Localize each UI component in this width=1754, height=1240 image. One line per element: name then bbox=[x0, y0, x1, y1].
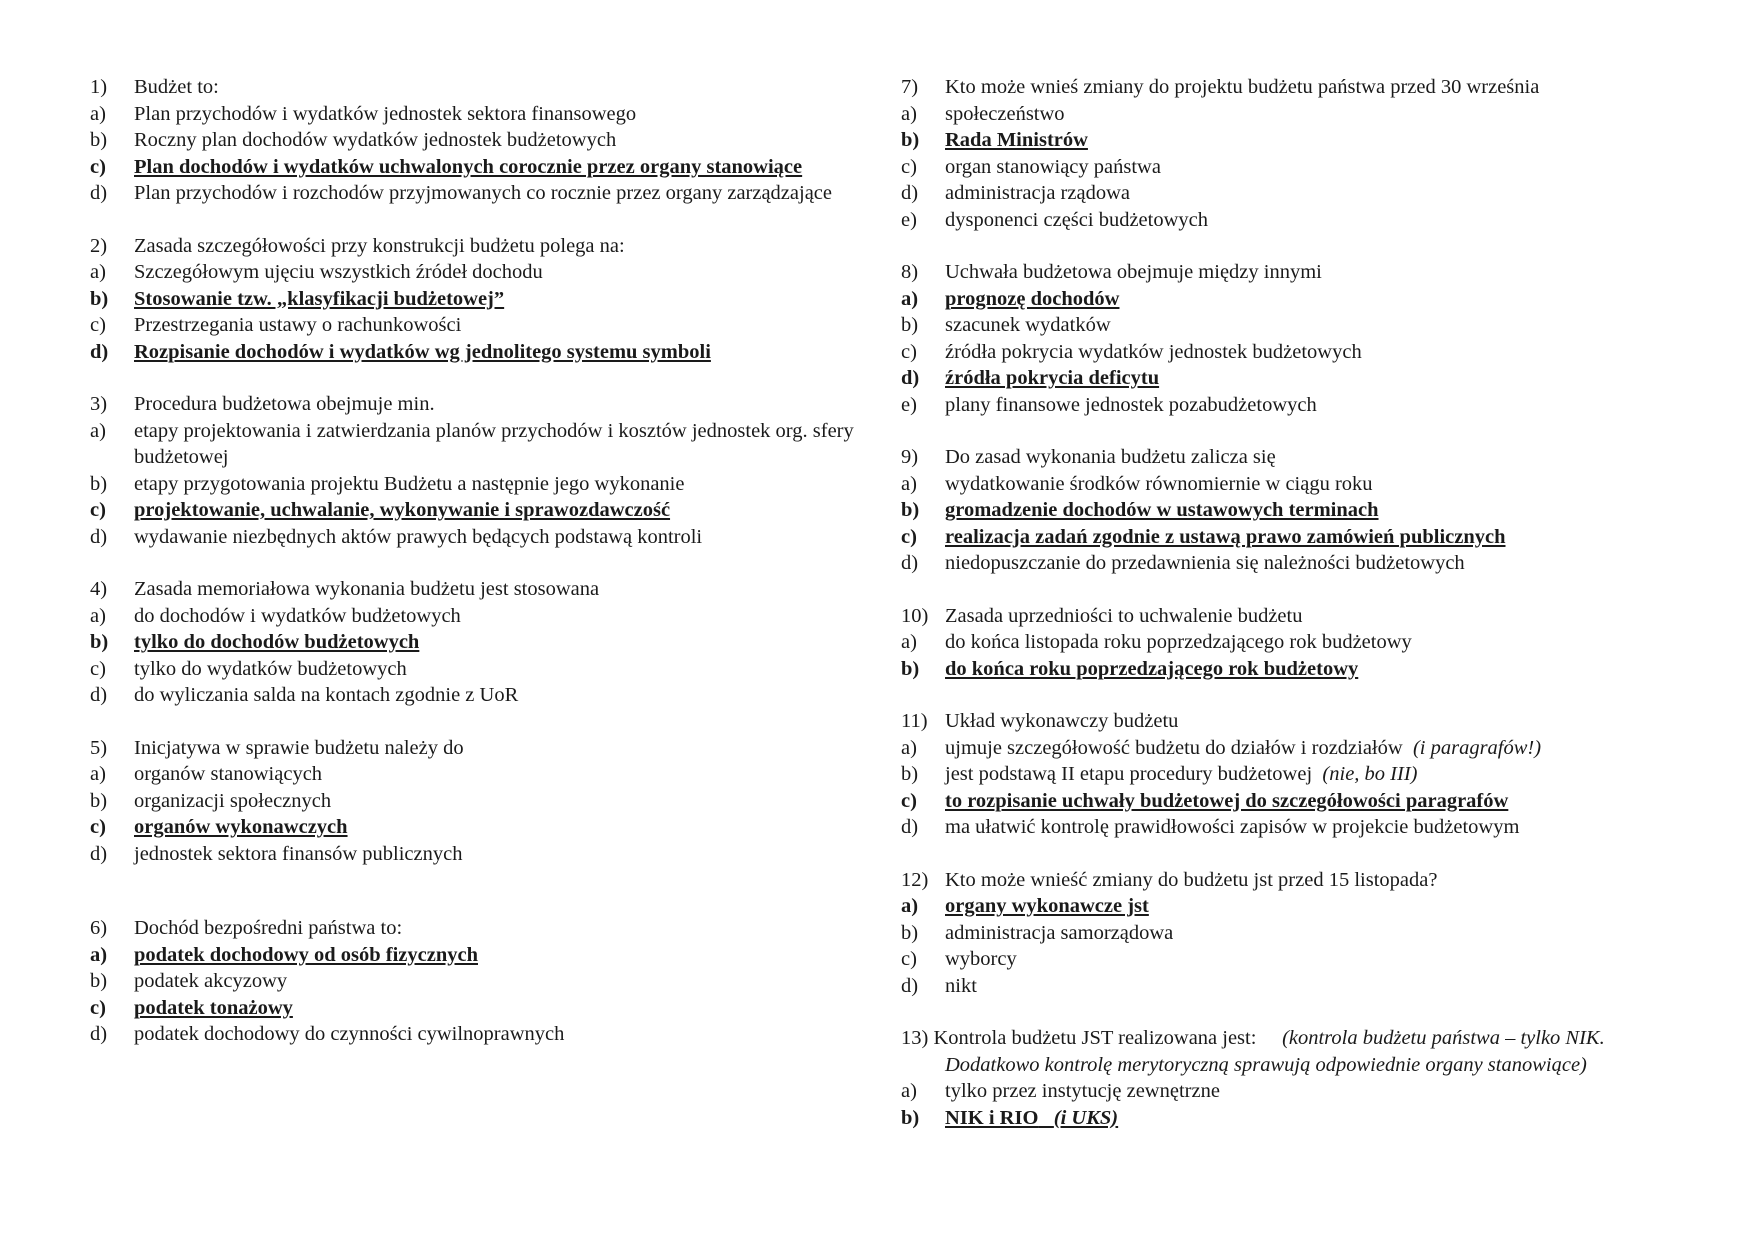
option-text: źródła pokrycia deficytu bbox=[945, 367, 1160, 389]
option-text: administracja samorządowa bbox=[945, 921, 1174, 944]
question-8 bbox=[901, 259, 1701, 418]
answer-option-correct bbox=[901, 127, 1701, 154]
option-marker: c) bbox=[90, 657, 106, 680]
answer-option-correct bbox=[90, 497, 870, 524]
question-number: 7) bbox=[901, 76, 919, 98]
question-number: 4) bbox=[90, 578, 108, 600]
question-number: 3) bbox=[90, 393, 108, 415]
option-marker: b) bbox=[90, 287, 109, 310]
option-marker: b) bbox=[901, 657, 920, 680]
answer-option bbox=[901, 101, 1701, 128]
question-11 bbox=[901, 708, 1701, 841]
option-marker: b) bbox=[90, 970, 108, 992]
answer-option bbox=[90, 1021, 870, 1048]
option-marker: a) bbox=[90, 419, 106, 442]
option-text: podatek akcyzowy bbox=[134, 970, 288, 992]
question-7 bbox=[901, 74, 1701, 233]
option-marker: d) bbox=[90, 340, 109, 363]
answer-option bbox=[90, 761, 870, 788]
option-marker: b) bbox=[90, 789, 108, 812]
option-marker: c) bbox=[90, 816, 106, 838]
answer-option-correct bbox=[90, 154, 870, 181]
question-text: Zasada szczegółowości przy konstrukcji budżetu polega na: bbox=[134, 234, 625, 257]
option-text: projektowanie, uchwalanie, wykonywanie i sprawozdawczość bbox=[134, 499, 671, 521]
answer-option bbox=[901, 920, 1701, 947]
answer-option bbox=[90, 968, 870, 995]
option-text: tylko przez instytucję zewnętrzne bbox=[945, 1080, 1220, 1102]
option-text: jest podstawą II etapu procedury budżetowej bbox=[945, 763, 1313, 785]
option-text: prognozę dochodów bbox=[945, 287, 1120, 310]
question-line bbox=[901, 74, 1701, 101]
right-column bbox=[901, 74, 1701, 1157]
option-text: ujmuje szczegółowość budżetu do działów i rozdziałów bbox=[945, 736, 1403, 759]
answer-option bbox=[90, 841, 870, 868]
question-line bbox=[901, 603, 1701, 630]
question-line bbox=[90, 576, 870, 603]
question-4 bbox=[90, 576, 870, 709]
question-number: 8) bbox=[901, 261, 919, 283]
option-text: Plan dochodów i wydatków uchwalonych corocznie przez organy stanowiące bbox=[134, 155, 803, 178]
option-marker: e) bbox=[901, 208, 917, 231]
option-text: podatek dochodowy od osób fizycznych bbox=[134, 943, 478, 966]
option-marker: a) bbox=[901, 736, 917, 759]
option-text: Szczegółowym ujęciu wszystkich źródeł dochodu bbox=[134, 261, 543, 283]
option-text: podatek tonażowy bbox=[134, 996, 293, 1019]
question-number: 5) bbox=[90, 736, 108, 759]
question-text: Zasada uprzedniości to uchwalenie budżetu bbox=[945, 604, 1303, 627]
option-marker: b) bbox=[901, 921, 919, 944]
option-text: NIK i RIO bbox=[945, 1106, 1039, 1129]
option-marker: a) bbox=[90, 763, 106, 785]
answer-option bbox=[901, 761, 1701, 788]
option-marker: d) bbox=[90, 684, 108, 706]
question-text: Inicjatywa w sprawie budżetu należy do bbox=[134, 736, 464, 759]
answer-option bbox=[90, 259, 870, 286]
option-text: Roczny plan dochodów wydatków jednostek budżetowych bbox=[134, 129, 617, 151]
option-marker: d) bbox=[901, 552, 919, 574]
option-marker: b) bbox=[901, 314, 919, 336]
answer-option bbox=[901, 339, 1701, 366]
option-marker: d) bbox=[90, 525, 108, 548]
answer-option-correct bbox=[90, 942, 870, 969]
option-marker: d) bbox=[901, 816, 919, 838]
question-number: 9) bbox=[901, 446, 919, 468]
option-marker: b) bbox=[90, 129, 108, 151]
option-text: Stosowanie tzw. „klasyfikacji budżetowej” bbox=[134, 287, 505, 310]
option-text: Rozpisanie dochodów i wydatków wg jednolitego systemu symboli bbox=[134, 340, 711, 363]
answer-option bbox=[901, 629, 1701, 656]
option-marker: c) bbox=[90, 996, 106, 1019]
option-text: niedopuszczanie do przedawnienia się należności budżetowych bbox=[945, 552, 1465, 574]
answer-option bbox=[90, 127, 870, 154]
question-line bbox=[90, 74, 870, 101]
option-text: gromadzenie dochodów w ustawowych terminach bbox=[945, 499, 1379, 521]
question-number: 12) bbox=[901, 868, 929, 891]
option-text: społeczeństwo bbox=[945, 102, 1065, 125]
answer-option bbox=[90, 603, 870, 630]
option-text: Plan przychodów i wydatków jednostek sektora finansowego bbox=[134, 102, 637, 125]
question-text: Układ wykonawczy budżetu bbox=[945, 710, 1179, 732]
question-note: Dodatkowo kontrolę merytoryczną sprawują odpowiednie organy stanowiące) bbox=[945, 1053, 1587, 1076]
option-marker: b) bbox=[901, 499, 920, 521]
answer-option-correct bbox=[901, 788, 1701, 815]
answer-option bbox=[90, 418, 870, 471]
option-marker: a) bbox=[901, 472, 917, 495]
answer-option bbox=[901, 735, 1701, 762]
question-line bbox=[90, 391, 870, 418]
answer-option bbox=[901, 154, 1701, 181]
option-marker: d) bbox=[90, 182, 108, 204]
option-marker: a) bbox=[90, 102, 106, 125]
option-marker: b) bbox=[901, 129, 920, 151]
answer-option-correct bbox=[901, 365, 1701, 392]
answer-option-correct bbox=[901, 656, 1701, 683]
question-text: Uchwała budżetowa obejmuje między innymi bbox=[945, 261, 1322, 283]
option-marker: b) bbox=[90, 472, 108, 495]
answer-option bbox=[90, 312, 870, 339]
option-marker: a) bbox=[901, 895, 919, 917]
option-text: to rozpisanie uchwały budżetowej do szczegółowości paragrafów bbox=[945, 789, 1509, 812]
option-text: wydawanie niezbędnych aktów prawych będących podstawą kontroli bbox=[134, 525, 703, 548]
answer-option-correct bbox=[90, 629, 870, 656]
option-marker: c) bbox=[90, 155, 106, 178]
option-text: jednostek sektora finansów publicznych bbox=[134, 842, 463, 865]
option-text: organów stanowiących bbox=[134, 763, 323, 785]
option-marker: a) bbox=[90, 604, 106, 627]
option-marker: a) bbox=[901, 631, 917, 653]
question-text: Kontrola budżetu JST realizowana jest: bbox=[933, 1027, 1257, 1049]
answer-option bbox=[901, 207, 1701, 234]
answer-option bbox=[90, 101, 870, 128]
answer-option-correct bbox=[90, 814, 870, 841]
option-text: dysponenci części budżetowych bbox=[945, 208, 1208, 231]
option-text: plany finansowe jednostek pozabudżetowych bbox=[945, 393, 1317, 416]
question-line bbox=[90, 915, 870, 942]
option-text: tylko do wydatków budżetowych bbox=[134, 657, 407, 680]
question-text: Zasada memoriałowa wykonania budżetu jest stosowana bbox=[134, 578, 600, 600]
answer-option bbox=[901, 973, 1701, 1000]
option-text: administracja rządowa bbox=[945, 182, 1130, 204]
answer-option-correct bbox=[90, 995, 870, 1022]
option-marker: d) bbox=[901, 974, 919, 997]
option-marker: c) bbox=[90, 314, 106, 336]
answer-option bbox=[90, 471, 870, 498]
answer-option-correct bbox=[901, 1105, 1701, 1132]
option-marker: b) bbox=[90, 631, 109, 653]
question-13 bbox=[901, 1025, 1701, 1131]
answer-option-correct bbox=[90, 286, 870, 313]
option-text: realizacja zadań zgodnie z ustawą prawo zamówień publicznych bbox=[945, 525, 1506, 548]
option-marker: d) bbox=[90, 1023, 108, 1045]
question-text: Kto może wnieść zmiany do budżetu jst przed 15 listopada? bbox=[945, 868, 1438, 891]
question-text: Dochód bezpośredni państwa to: bbox=[134, 917, 403, 939]
option-note: (nie, bo III) bbox=[1322, 763, 1418, 785]
option-text: nikt bbox=[945, 974, 977, 997]
question-5 bbox=[90, 735, 870, 868]
option-text: organów wykonawczych bbox=[134, 816, 348, 838]
answer-option bbox=[901, 1078, 1701, 1105]
option-text: organizacji społecznych bbox=[134, 789, 332, 812]
option-marker: c) bbox=[901, 340, 917, 363]
answer-option-correct bbox=[901, 286, 1701, 313]
option-text: Przestrzegania ustawy o rachunkowości bbox=[134, 314, 462, 336]
question-text: Budżet to: bbox=[134, 76, 219, 98]
question-10 bbox=[901, 603, 1701, 683]
answer-option-correct bbox=[901, 524, 1701, 551]
option-text: etapy przygotowania projektu Budżetu a następnie jego wykonanie bbox=[134, 472, 685, 495]
question-12 bbox=[901, 867, 1701, 1000]
option-marker: a) bbox=[901, 102, 917, 125]
question-text: Do zasad wykonania budżetu zalicza się bbox=[945, 446, 1276, 468]
option-marker: e) bbox=[901, 393, 917, 416]
option-text: podatek dochodowy do czynności cywilnoprawnych bbox=[134, 1023, 565, 1045]
option-marker: a) bbox=[90, 943, 108, 966]
answer-option bbox=[901, 946, 1701, 973]
answer-option bbox=[901, 550, 1701, 577]
option-marker: b) bbox=[901, 763, 919, 785]
question-line bbox=[901, 1025, 1701, 1052]
question-line bbox=[901, 708, 1701, 735]
option-marker: a) bbox=[901, 287, 919, 310]
answer-option bbox=[90, 524, 870, 551]
option-text: do końca listopada roku poprzedzającego rok budżetowy bbox=[945, 631, 1412, 653]
option-text: Rada Ministrów bbox=[945, 129, 1088, 151]
option-marker: a) bbox=[901, 1080, 917, 1102]
question-1 bbox=[90, 74, 870, 207]
answer-option-correct bbox=[90, 339, 870, 366]
answer-option bbox=[901, 471, 1701, 498]
option-marker: c) bbox=[901, 948, 917, 970]
option-text: wydatkowanie środków równomiernie w ciągu roku bbox=[945, 472, 1373, 495]
option-marker: c) bbox=[90, 499, 106, 521]
answer-option bbox=[90, 180, 870, 207]
answer-option bbox=[90, 656, 870, 683]
question-number: 10) bbox=[901, 604, 929, 627]
question-text: Procedura budżetowa obejmuje min. bbox=[134, 393, 435, 415]
option-marker: d) bbox=[901, 182, 919, 204]
question-note-line bbox=[901, 1052, 1701, 1079]
answer-option bbox=[901, 180, 1701, 207]
option-text: do dochodów i wydatków budżetowych bbox=[134, 604, 461, 627]
option-text: źródła pokrycia wydatków jednostek budżetowych bbox=[945, 340, 1362, 363]
question-number: 13) bbox=[901, 1027, 929, 1049]
question-line bbox=[901, 444, 1701, 471]
option-note: (i UKS) bbox=[1053, 1106, 1119, 1129]
option-text: wyborcy bbox=[945, 948, 1017, 970]
option-text: tylko do dochodów budżetowych bbox=[134, 631, 420, 653]
option-marker: d) bbox=[901, 367, 920, 389]
option-text: Plan przychodów i rozchodów przyjmowanych co rocznie przez organy zarządzające bbox=[134, 182, 833, 204]
option-text: do wyliczania salda na kontach zgodnie z UoR bbox=[134, 684, 519, 706]
answer-option-correct bbox=[901, 497, 1701, 524]
question-line bbox=[90, 735, 870, 762]
question-2 bbox=[90, 233, 870, 366]
option-text: etapy projektowania i zatwierdzania planów przychodów i kosztów jednostek org. sfery budżetowej bbox=[134, 419, 854, 468]
option-marker: c) bbox=[901, 155, 917, 178]
left-column bbox=[90, 74, 870, 1074]
question-3 bbox=[90, 391, 870, 550]
question-number: 6) bbox=[90, 917, 108, 939]
option-marker: d) bbox=[90, 842, 108, 865]
question-line bbox=[901, 259, 1701, 286]
answer-option bbox=[90, 788, 870, 815]
option-text: ma ułatwić kontrolę prawidłowości zapisów w projekcie budżetowym bbox=[945, 816, 1520, 838]
option-text: szacunek wydatków bbox=[945, 314, 1111, 336]
answer-option bbox=[90, 682, 870, 709]
question-9 bbox=[901, 444, 1701, 577]
option-marker: c) bbox=[901, 525, 917, 548]
answer-option-correct bbox=[901, 893, 1701, 920]
answer-option bbox=[901, 814, 1701, 841]
question-text: Kto może wnieś zmiany do projektu budżetu państwa przed 30 września bbox=[945, 76, 1540, 98]
option-text: organ stanowiący państwa bbox=[945, 155, 1161, 178]
option-note: (i paragrafów!) bbox=[1412, 736, 1542, 759]
answer-option bbox=[901, 312, 1701, 339]
question-note: (kontrola budżetu państwa – tylko NIK. bbox=[1282, 1027, 1605, 1049]
option-text: do końca roku poprzedzającego rok budżetowy bbox=[945, 657, 1359, 680]
answer-option bbox=[901, 392, 1701, 419]
question-number: 1) bbox=[90, 76, 108, 98]
question-number: 11) bbox=[901, 710, 928, 732]
question-line bbox=[90, 233, 870, 260]
question-line bbox=[901, 867, 1701, 894]
option-marker: b) bbox=[901, 1106, 920, 1129]
option-marker: a) bbox=[90, 261, 106, 283]
option-marker: c) bbox=[901, 789, 917, 812]
question-number: 2) bbox=[90, 234, 108, 257]
option-text: organy wykonawcze jst bbox=[945, 895, 1149, 917]
question-6 bbox=[90, 915, 870, 1048]
